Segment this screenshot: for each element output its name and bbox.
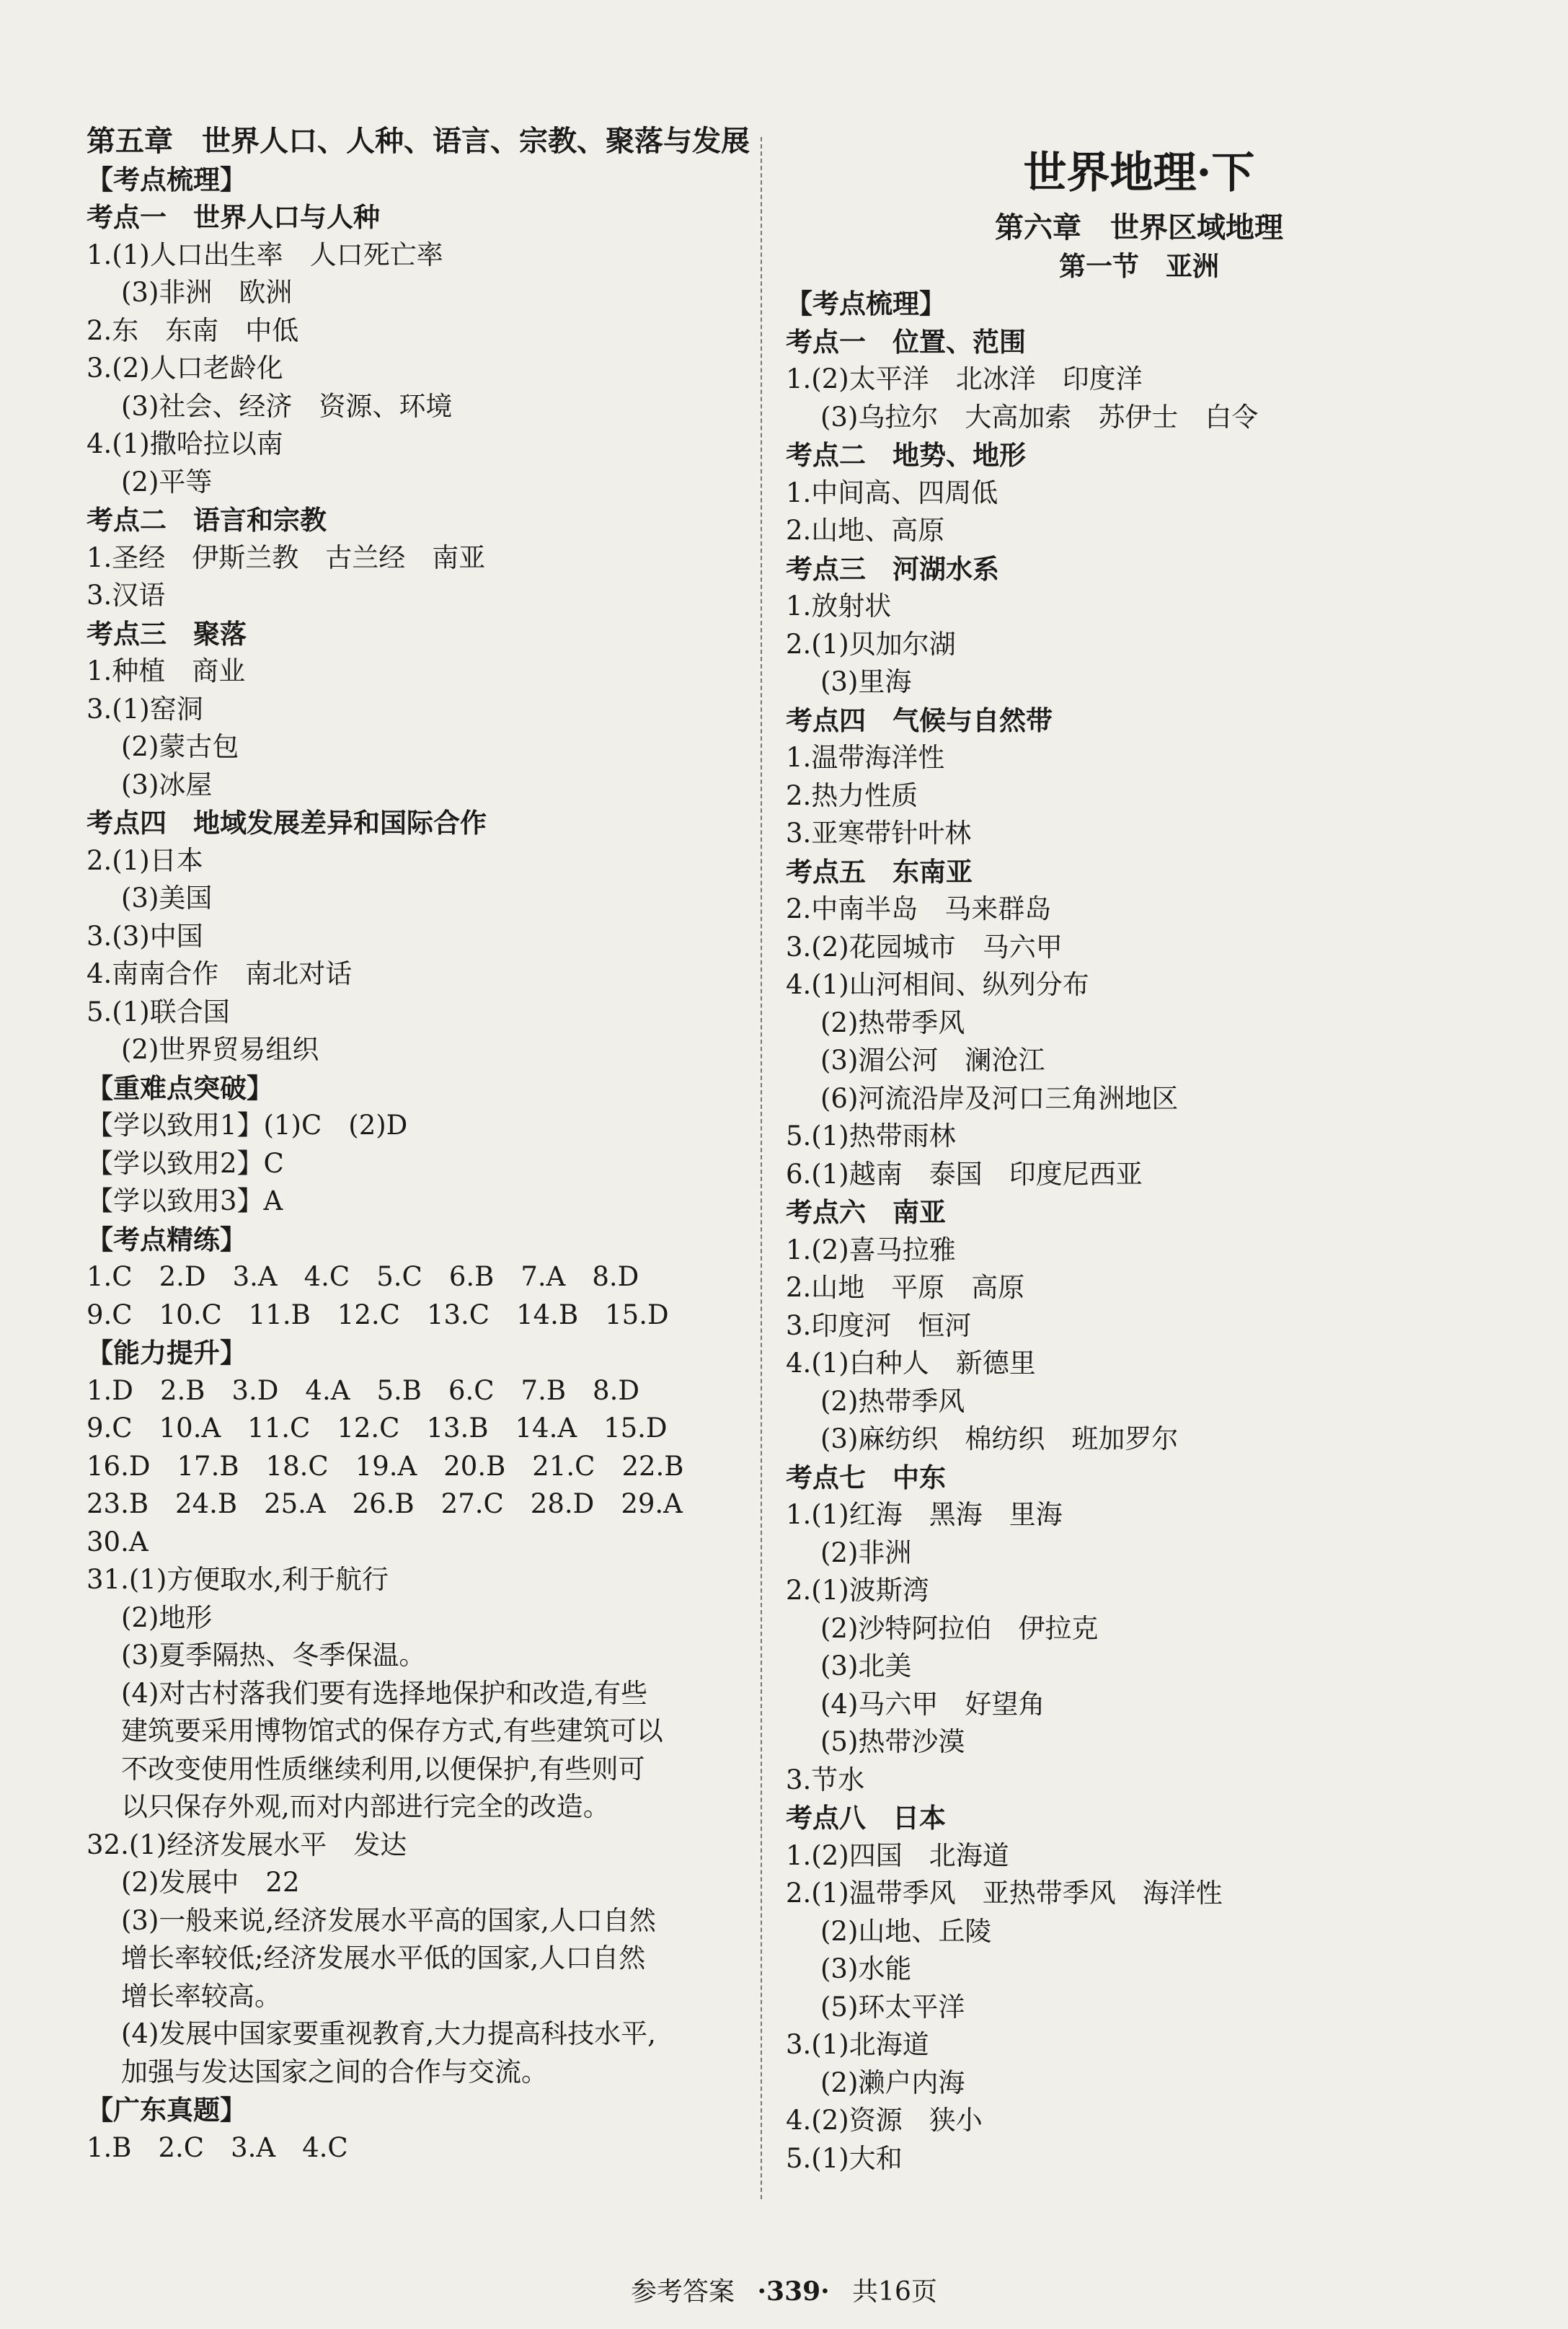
answer-line: 1.圣经 伊斯兰教 古兰经 南亚: [87, 542, 486, 573]
answer-line: 建筑要采用博物馆式的保存方式,有些建筑可以: [121, 1715, 663, 1746]
answer-line: (2)山地、丘陵: [820, 1915, 992, 1947]
answer-line: (2)沙特阿拉伯 伊拉克: [820, 1612, 1099, 1644]
answer-line: (3)北美: [820, 1650, 912, 1681]
answer-line: (3)湄公河 澜沧江: [820, 1045, 1045, 1076]
answer-line: (4)发展中国家要重视教育,大力提高科技水平,: [121, 2018, 656, 2049]
section-heading: 【重难点突破】: [87, 1071, 273, 1104]
answer-line: 1.中间高、四周低: [786, 477, 998, 508]
answer-line: 2.山地、高原: [786, 515, 945, 546]
answer-line: (3)夏季隔热、冬季保温。: [121, 1640, 426, 1671]
answer-line: (3)麻纺织 棉纺织 班加罗尔: [820, 1423, 1179, 1454]
answer-line: 3.(1)北海道: [786, 2029, 929, 2060]
answer-line: (3)水能: [820, 1953, 912, 1984]
answer-line: 3.(2)人口老龄化: [87, 353, 283, 384]
answer-line: (3)非洲 欧洲: [121, 277, 293, 308]
answer-line: 2.(1)波斯湾: [786, 1575, 929, 1606]
answer-line: 6.(1)越南 泰国 印度尼西亚: [786, 1158, 1143, 1190]
answer-line: (3)一般来说,经济发展水平高的国家,人口自然: [121, 1904, 656, 1936]
section-heading: 考点四 气候与自然带: [786, 704, 1053, 736]
answer-line: 3.(2)花园城市 马六甲: [786, 931, 1063, 963]
answer-line: (4)马六甲 好望角: [820, 1688, 1045, 1720]
answer-line: 不改变使用性质继续利用,以便保护,有些则可: [121, 1753, 645, 1785]
answer-line: 4.南南合作 南北对话: [87, 958, 353, 989]
section-heading: 考点二 地势、地形: [786, 439, 1026, 471]
answer-line: (2)地形: [121, 1601, 213, 1633]
answer-line: (3)冰屋: [121, 769, 213, 800]
answer-line: (2)蒙古包: [121, 731, 239, 762]
answer-line: 【学以致用1】(1)C (2)D: [87, 1110, 408, 1141]
answer-line: 2.中南半岛 马来群岛: [786, 893, 1052, 924]
section-heading: 考点七 中东: [786, 1461, 946, 1493]
page-total: 共16页: [852, 2277, 937, 2307]
answer-line: 1.C 2.D 3.A 4.C 5.C 6.B 7.A 8.D: [87, 1261, 639, 1292]
answer-line: 以只保存外观,而对内部进行完全的改造。: [121, 1791, 610, 1822]
column-divider: [761, 137, 762, 2199]
answer-line: (6)河流沿岸及河口三角洲地区: [820, 1082, 1179, 1114]
section-title: 第一节 亚洲: [1059, 249, 1219, 282]
answer-line: 3.汉语: [87, 580, 166, 611]
chapter-five-title: 第五章 世界人口、人种、语言、宗教、聚落与发展: [87, 124, 750, 158]
answer-line: 1.(2)四国 北海道: [786, 1839, 1009, 1871]
answer-line: 2.(1)温带季风 亚热带季风 海洋性: [786, 1878, 1223, 1909]
answer-line: 9.C 10.A 11.C 12.C 13.B 14.A 15.D: [87, 1413, 668, 1444]
section-heading: 考点五 东南亚: [786, 855, 973, 888]
answer-line: 1.(2)太平洋 北冰洋 印度洋: [786, 363, 1143, 394]
page-number: ·339·: [757, 2276, 830, 2307]
answer-line: 【学以致用2】C: [87, 1147, 284, 1179]
answer-line: (5)环太平洋: [820, 1991, 965, 2023]
answer-line: (2)热带季风: [820, 1007, 965, 1038]
answer-line: 增长率较高。: [121, 1980, 281, 2012]
answer-line: 加强与发达国家之间的合作与交流。: [121, 2056, 548, 2087]
answer-line: 5.(1)大和: [786, 2142, 903, 2174]
answer-line: 增长率较低;经济发展水平低的国家,人口自然: [121, 1943, 646, 1974]
right-column: [786, 144, 1492, 2178]
left-answer-list: [87, 161, 757, 2167]
answer-line: 2.山地 平原 高原: [786, 1272, 1025, 1303]
answer-line: 5.(1)热带雨林: [786, 1121, 956, 1152]
answer-line: 1.种植 商业: [87, 655, 246, 686]
section-heading: 【考点梳理】: [87, 163, 247, 195]
left-column: [87, 123, 757, 2167]
answer-line: (2)非洲: [820, 1537, 912, 1568]
section-heading: 考点一 位置、范围: [786, 325, 1026, 358]
answer-line: (4)对古村落我们要有选择地保护和改造,有些: [121, 1677, 648, 1709]
section-heading: 考点四 地域发展差异和国际合作: [87, 807, 487, 839]
section-heading: 考点三 聚落: [87, 617, 247, 650]
answer-line: (3)乌拉尔 大高加索 苏伊士 白令: [820, 401, 1259, 433]
answer-line: 32.(1)经济发展水平 发达: [87, 1829, 407, 1860]
answer-line: 3.(1)窑洞: [87, 693, 203, 725]
section-heading: 考点三 河湖水系: [786, 552, 999, 585]
footer-label: 参考答案: [631, 2277, 735, 2307]
answer-line: 31.(1)方便取水,利于航行: [87, 1564, 389, 1595]
answer-line: 2.(1)贝加尔湖: [786, 628, 956, 660]
answer-line: 3.印度河 恒河: [786, 1309, 972, 1341]
answer-line: (3)美国: [121, 883, 213, 914]
answer-line: 23.B 24.B 25.A 26.B 27.C 28.D 29.A: [87, 1488, 683, 1519]
answer-line: 1.(1)红海 黑海 里海: [786, 1499, 1063, 1530]
answer-line: (3)里海: [820, 666, 912, 697]
answer-line: 3.(3)中国: [87, 920, 203, 952]
answer-line: (5)热带沙漠: [820, 1726, 965, 1757]
answer-line: 1.(2)喜马拉雅: [786, 1234, 956, 1265]
answer-line: 5.(1)联合国: [87, 996, 230, 1028]
answer-line: 4.(2)资源 狭小: [786, 2105, 983, 2136]
page-footer: [0, 2271, 1568, 2308]
answer-line: 1.B 2.C 3.A 4.C: [87, 2131, 348, 2163]
answer-line: 2.(1)日本: [87, 844, 203, 876]
answer-line: 4.(1)白种人 新德里: [786, 1348, 1036, 1379]
section-heading: 【能力提升】: [87, 1337, 247, 1369]
answer-line: 3.亚寒带针叶林: [786, 818, 972, 849]
section-heading: 考点一 世界人口与人种: [87, 201, 380, 233]
right-answer-list: [786, 285, 1492, 2178]
answer-line: 1.放射状: [786, 591, 892, 622]
answer-line: (2)世界贸易组织: [121, 1034, 319, 1065]
answer-line: (2)濑户内海: [820, 2067, 965, 2098]
section-heading: 【考点梳理】: [786, 288, 946, 319]
answer-line: (3)社会、经济 资源、环境: [121, 390, 453, 422]
answer-line: 30.A: [87, 1526, 149, 1557]
volume-title: 世界地理·下: [1023, 148, 1255, 198]
answer-line: 4.(1)山河相间、纵列分布: [786, 969, 1089, 1000]
answer-line: 2.热力性质: [786, 779, 918, 811]
answer-line: 1.(1)人口出生率 人口死亡率: [87, 239, 443, 270]
section-heading: 考点六 南亚: [786, 1196, 946, 1228]
section-heading: 【广东真题】: [87, 2094, 247, 2126]
chapter-six-title: 第六章 世界区域地理: [995, 211, 1283, 244]
answer-line: 4.(1)撒哈拉以南: [87, 428, 283, 459]
section-heading: 【考点精练】: [87, 1223, 247, 1255]
answer-line: 9.C 10.C 11.B 12.C 13.C 14.B 15.D: [87, 1299, 669, 1330]
answer-line: 3.节水: [786, 1764, 865, 1795]
section-heading: 考点八 日本: [786, 1802, 946, 1834]
answer-line: 【学以致用3】A: [87, 1185, 283, 1216]
answer-line: 1.温带海洋性: [786, 742, 945, 773]
answer-line: 2.东 东南 中低: [87, 314, 299, 346]
answer-line: (2)平等: [121, 466, 213, 498]
answer-line: 16.D 17.B 18.C 19.A 20.B 21.C 22.B: [87, 1450, 684, 1482]
answer-line: 1.D 2.B 3.D 4.A 5.B 6.C 7.B 8.D: [87, 1374, 640, 1406]
answer-line: (2)热带季风: [820, 1385, 965, 1417]
answer-line: (2)发展中 22: [121, 1867, 300, 1898]
section-heading: 考点二 语言和宗教: [87, 504, 327, 536]
